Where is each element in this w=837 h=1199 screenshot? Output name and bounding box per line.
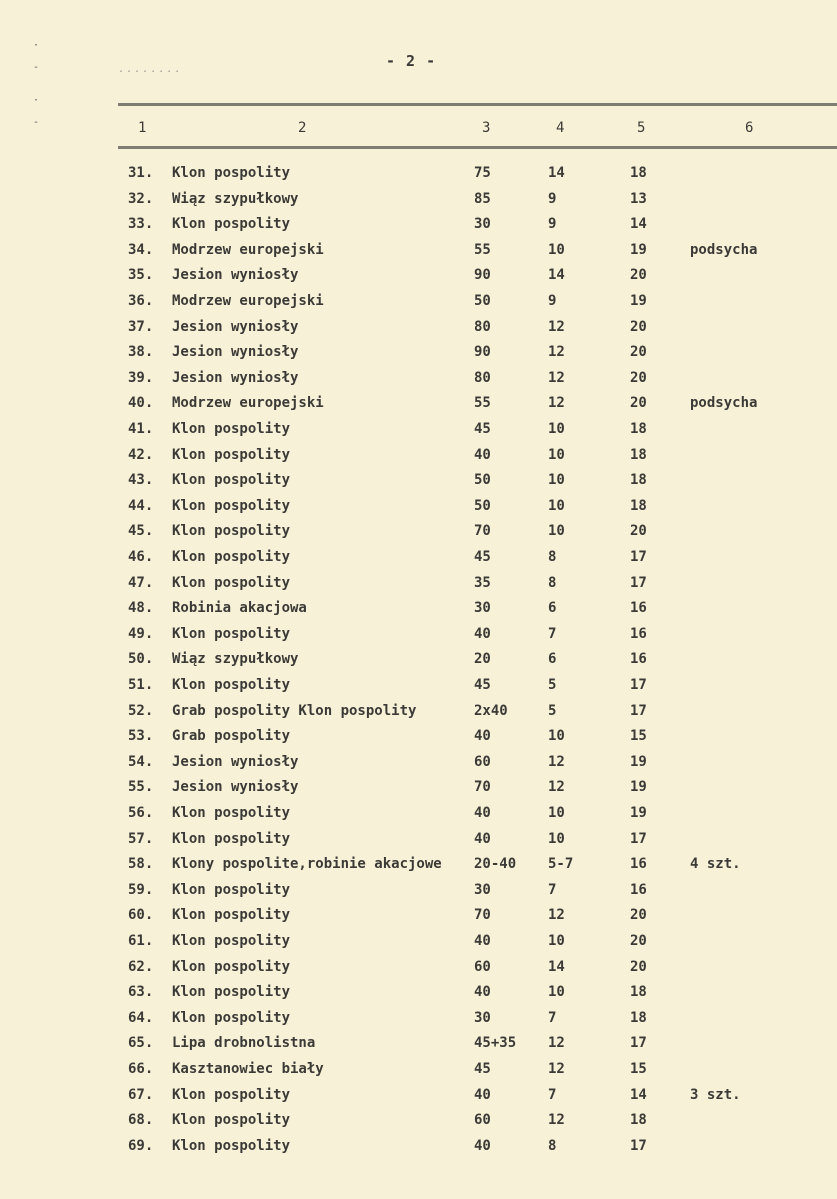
species-name: Jesion wyniosły xyxy=(172,267,299,284)
table-row xyxy=(0,293,837,318)
col-3-value: 55 xyxy=(474,241,491,258)
col-4-value: 5 xyxy=(548,702,557,719)
table-row xyxy=(0,984,837,1009)
species-name: Modrzew europejski xyxy=(172,395,324,412)
col-5-value: 20 xyxy=(630,907,647,924)
col-4-value: 14 xyxy=(548,267,565,284)
col-5-value: 15 xyxy=(630,728,647,745)
col-4-value: 5-7 xyxy=(548,856,574,873)
table-row xyxy=(0,267,837,292)
table-row xyxy=(0,523,837,548)
col-5-value: 17 xyxy=(630,830,647,847)
col-3-value: 50 xyxy=(474,497,491,514)
table-row xyxy=(0,1112,837,1137)
table-row xyxy=(0,677,837,702)
col-4-value: 7 xyxy=(548,625,557,642)
row-number: 31. xyxy=(128,165,154,181)
col-4-value: 10 xyxy=(548,805,565,821)
col-4-value: 7 xyxy=(548,1009,557,1026)
species-name: Kasztanowiec biały xyxy=(172,1061,324,1077)
row-number: 69. xyxy=(128,1137,154,1154)
header-col-3: 3 xyxy=(482,120,491,136)
table-row xyxy=(0,651,837,676)
col-4-value: 14 xyxy=(548,958,565,975)
header-col-2: 2 xyxy=(298,120,307,136)
row-number: 49. xyxy=(128,625,154,642)
species-name: Klon pospolity xyxy=(172,549,291,565)
col-3-value: 40 xyxy=(474,728,491,745)
col-4-value: 10 xyxy=(548,728,565,745)
col-4-value: 14 xyxy=(548,165,565,181)
row-number: 33. xyxy=(128,216,154,233)
col-5-value: 20 xyxy=(630,395,647,412)
col-3-value: 40 xyxy=(474,805,491,821)
species-name: Klon pospolity xyxy=(172,1137,291,1154)
table-row xyxy=(0,344,837,369)
species-name: Klon pospolity xyxy=(172,933,291,949)
col-3-value: 85 xyxy=(474,190,491,207)
col-4-value: 12 xyxy=(548,344,565,361)
col-3-value: 30 xyxy=(474,600,491,617)
species-name: Jesion wyniosły xyxy=(172,344,299,361)
col-4-value: 12 xyxy=(548,1061,565,1077)
col-3-value: 30 xyxy=(474,216,491,233)
table-row xyxy=(0,1061,837,1086)
col-5-value: 17 xyxy=(630,1035,647,1052)
col-3-value: 40 xyxy=(474,1086,491,1103)
page-number: - 2 - xyxy=(386,52,437,70)
col-5-value: 17 xyxy=(630,1137,647,1154)
table-row xyxy=(0,421,837,446)
col-3-value: 40 xyxy=(474,446,491,463)
species-name: Klon pospolity xyxy=(172,984,291,1001)
col-4-value: 12 xyxy=(548,907,565,924)
col-5-value: 16 xyxy=(630,625,647,642)
row-number: 39. xyxy=(128,369,154,386)
col-3-value: 45 xyxy=(474,421,491,437)
col-3-value: 50 xyxy=(474,472,491,489)
header-col-4: 4 xyxy=(556,120,565,136)
col-3-value: 40 xyxy=(474,984,491,1001)
col-3-value: 90 xyxy=(474,267,491,284)
col-5-value: 19 xyxy=(630,293,647,309)
species-name: Klon pospolity xyxy=(172,472,291,489)
species-name: Klon pospolity xyxy=(172,523,291,540)
col-3-value: 70 xyxy=(474,907,491,924)
dotted-line: ........ xyxy=(118,64,183,75)
col-4-value: 9 xyxy=(548,190,557,207)
table-row xyxy=(0,1138,837,1163)
col-3-value: 30 xyxy=(474,1009,491,1026)
col-5-value: 20 xyxy=(630,958,647,975)
col-4-value: 10 xyxy=(548,984,565,1001)
row-number: 40. xyxy=(128,395,154,412)
header-col-6: 6 xyxy=(745,120,754,136)
table-row xyxy=(0,395,837,420)
col-4-value: 12 xyxy=(548,1035,565,1052)
col-4-value: 10 xyxy=(548,241,565,258)
row-number: 58. xyxy=(128,856,154,873)
species-name: Klon pospolity xyxy=(172,907,291,924)
row-number: 34. xyxy=(128,241,154,258)
row-number: 41. xyxy=(128,421,154,437)
species-name: Klon pospolity xyxy=(172,497,291,514)
col-5-value: 16 xyxy=(630,881,647,898)
header-col-5: 5 xyxy=(637,120,646,136)
table-row xyxy=(0,549,837,574)
species-name: Robinia akacjowa xyxy=(172,600,307,617)
table-row xyxy=(0,626,837,651)
col-3-value: 45 xyxy=(474,549,491,565)
row-number: 38. xyxy=(128,344,154,361)
col-4-value: 12 xyxy=(548,1112,565,1129)
row-number: 52. xyxy=(128,702,154,719)
species-name: Lipa drobnolistna xyxy=(172,1035,316,1052)
col-5-value: 15 xyxy=(630,1061,647,1077)
table-row xyxy=(0,907,837,932)
col-5-value: 20 xyxy=(630,267,647,284)
remarks: podsycha xyxy=(690,241,758,258)
row-number: 64. xyxy=(128,1009,154,1026)
col-4-value: 10 xyxy=(548,933,565,949)
col-5-value: 17 xyxy=(630,574,647,591)
col-4-value: 12 xyxy=(548,318,565,335)
species-name: Jesion wyniosły xyxy=(172,369,299,386)
species-name: Klon pospolity xyxy=(172,881,291,898)
col-4-value: 9 xyxy=(548,293,557,309)
row-number: 43. xyxy=(128,472,154,489)
row-number: 67. xyxy=(128,1086,154,1103)
row-number: 59. xyxy=(128,881,154,898)
col-4-value: 10 xyxy=(548,830,565,847)
row-number: 66. xyxy=(128,1061,154,1077)
col-5-value: 13 xyxy=(630,190,647,207)
col-5-value: 16 xyxy=(630,600,647,617)
col-4-value: 12 xyxy=(548,779,565,796)
col-3-value: 50 xyxy=(474,293,491,309)
col-5-value: 17 xyxy=(630,677,647,693)
species-name: Wiąz szypułkowy xyxy=(172,190,299,207)
table-row xyxy=(0,703,837,728)
row-number: 46. xyxy=(128,549,154,565)
table-row xyxy=(0,728,837,753)
col-3-value: 80 xyxy=(474,369,491,386)
col-3-value: 2x40 xyxy=(474,702,508,719)
species-name: Jesion wyniosły xyxy=(172,779,299,796)
table-row xyxy=(0,216,837,241)
col-3-value: 40 xyxy=(474,830,491,847)
table-row xyxy=(0,1010,837,1035)
species-name: Klon pospolity xyxy=(172,625,291,642)
col-4-value: 7 xyxy=(548,1086,557,1103)
species-name: Klon pospolity xyxy=(172,574,291,591)
row-number: 48. xyxy=(128,600,154,617)
row-number: 54. xyxy=(128,753,154,770)
row-number: 53. xyxy=(128,728,154,745)
col-5-value: 20 xyxy=(630,318,647,335)
row-number: 37. xyxy=(128,318,154,335)
col-4-value: 10 xyxy=(548,421,565,437)
header-col-1: 1 xyxy=(138,120,147,136)
row-number: 45. xyxy=(128,523,154,540)
table-row xyxy=(0,600,837,625)
col-5-value: 16 xyxy=(630,856,647,873)
row-number: 55. xyxy=(128,779,154,796)
col-5-value: 14 xyxy=(630,1086,647,1103)
remarks: 4 szt. xyxy=(690,856,741,873)
species-name: Klon pospolity xyxy=(172,165,291,181)
table-row xyxy=(0,165,837,190)
table-row xyxy=(0,447,837,472)
remarks: podsycha xyxy=(690,395,758,412)
col-5-value: 19 xyxy=(630,753,647,770)
col-5-value: 18 xyxy=(630,497,647,514)
species-name: Klon pospolity xyxy=(172,1086,291,1103)
species-name: Klony pospolite,robinie akacjowe xyxy=(172,856,442,873)
col-4-value: 10 xyxy=(548,472,565,489)
row-number: 57. xyxy=(128,830,154,847)
row-number: 36. xyxy=(128,293,154,309)
col-4-value: 10 xyxy=(548,523,565,540)
top-rule xyxy=(118,103,837,106)
col-3-value: 90 xyxy=(474,344,491,361)
row-number: 61. xyxy=(128,933,154,949)
table-row xyxy=(0,754,837,779)
table-row xyxy=(0,319,837,344)
col-3-value: 40 xyxy=(474,933,491,949)
species-name: Klon pospolity xyxy=(172,421,291,437)
col-4-value: 8 xyxy=(548,574,557,591)
row-number: 56. xyxy=(128,805,154,821)
col-5-value: 18 xyxy=(630,421,647,437)
col-3-value: 70 xyxy=(474,779,491,796)
table-row xyxy=(0,472,837,497)
col-5-value: 18 xyxy=(630,1009,647,1026)
table-row xyxy=(0,575,837,600)
col-4-value: 7 xyxy=(548,881,557,898)
row-number: 32. xyxy=(128,190,154,207)
table-row xyxy=(0,959,837,984)
species-name: Wiąz szypułkowy xyxy=(172,651,299,668)
col-4-value: 10 xyxy=(548,446,565,463)
col-4-value: 5 xyxy=(548,677,557,693)
col-5-value: 18 xyxy=(630,165,647,181)
col-4-value: 8 xyxy=(548,1137,557,1154)
col-5-value: 20 xyxy=(630,344,647,361)
col-3-value: 75 xyxy=(474,165,491,181)
row-number: 47. xyxy=(128,574,154,591)
species-name: Grab pospolity xyxy=(172,728,291,745)
species-name: Klon pospolity xyxy=(172,830,291,847)
table-row xyxy=(0,370,837,395)
species-name: Klon pospolity xyxy=(172,446,291,463)
col-5-value: 19 xyxy=(630,805,647,821)
col-3-value: 45+35 xyxy=(474,1035,517,1052)
col-5-value: 17 xyxy=(630,702,647,719)
table-row xyxy=(0,242,837,267)
row-number: 51. xyxy=(128,677,154,693)
col-3-value: 20-40 xyxy=(474,856,517,873)
col-3-value: 60 xyxy=(474,958,491,975)
row-number: 50. xyxy=(128,651,154,668)
table-row xyxy=(0,1035,837,1060)
row-number: 65. xyxy=(128,1035,154,1052)
species-name: Klon pospolity xyxy=(172,677,291,693)
col-5-value: 19 xyxy=(630,779,647,796)
col-4-value: 9 xyxy=(548,216,557,233)
col-5-value: 18 xyxy=(630,472,647,489)
species-name: Grab pospolity Klon pospolity xyxy=(172,702,417,719)
col-5-value: 16 xyxy=(630,651,647,668)
col-4-value: 10 xyxy=(548,497,565,514)
col-4-value: 12 xyxy=(548,753,565,770)
species-name: Klon pospolity xyxy=(172,805,291,821)
col-5-value: 18 xyxy=(630,984,647,1001)
col-3-value: 45 xyxy=(474,1061,491,1077)
header-rule xyxy=(118,146,837,149)
species-name: Jesion wyniosły xyxy=(172,318,299,335)
col-3-value: 20 xyxy=(474,651,491,668)
col-4-value: 6 xyxy=(548,651,557,668)
col-5-value: 20 xyxy=(630,933,647,949)
row-number: 35. xyxy=(128,267,154,284)
col-4-value: 8 xyxy=(548,549,557,565)
row-number: 63. xyxy=(128,984,154,1001)
table-row xyxy=(0,882,837,907)
col-5-value: 18 xyxy=(630,446,647,463)
remarks: 3 szt. xyxy=(690,1086,741,1103)
table-row xyxy=(0,779,837,804)
col-3-value: 80 xyxy=(474,318,491,335)
row-number: 60. xyxy=(128,907,154,924)
margin-marks: · - · - xyxy=(33,40,40,128)
col-3-value: 70 xyxy=(474,523,491,540)
col-5-value: 18 xyxy=(630,1112,647,1129)
table-row xyxy=(0,805,837,830)
species-name: Klon pospolity xyxy=(172,1009,291,1026)
col-4-value: 12 xyxy=(548,395,565,412)
table-row xyxy=(0,831,837,856)
species-name: Modrzew europejski xyxy=(172,241,324,258)
col-3-value: 40 xyxy=(474,1137,491,1154)
col-3-value: 35 xyxy=(474,574,491,591)
col-4-value: 6 xyxy=(548,600,557,617)
col-5-value: 19 xyxy=(630,241,647,258)
species-name: Klon pospolity xyxy=(172,216,291,233)
col-5-value: 14 xyxy=(630,216,647,233)
col-3-value: 45 xyxy=(474,677,491,693)
species-name: Klon pospolity xyxy=(172,958,291,975)
col-5-value: 17 xyxy=(630,549,647,565)
row-number: 62. xyxy=(128,958,154,975)
col-3-value: 60 xyxy=(474,1112,491,1129)
col-3-value: 40 xyxy=(474,625,491,642)
table-row xyxy=(0,933,837,958)
col-3-value: 60 xyxy=(474,753,491,770)
row-number: 44. xyxy=(128,497,154,514)
row-number: 68. xyxy=(128,1112,154,1129)
col-3-value: 30 xyxy=(474,881,491,898)
species-name: Klon pospolity xyxy=(172,1112,291,1129)
table-row xyxy=(0,856,837,881)
species-name: Jesion wyniosły xyxy=(172,753,299,770)
table-row xyxy=(0,498,837,523)
col-5-value: 20 xyxy=(630,523,647,540)
row-number: 42. xyxy=(128,446,154,463)
col-3-value: 55 xyxy=(474,395,491,412)
species-name: Modrzew europejski xyxy=(172,293,324,309)
table-row xyxy=(0,1087,837,1112)
col-5-value: 20 xyxy=(630,369,647,386)
table-row xyxy=(0,191,837,216)
col-4-value: 12 xyxy=(548,369,565,386)
